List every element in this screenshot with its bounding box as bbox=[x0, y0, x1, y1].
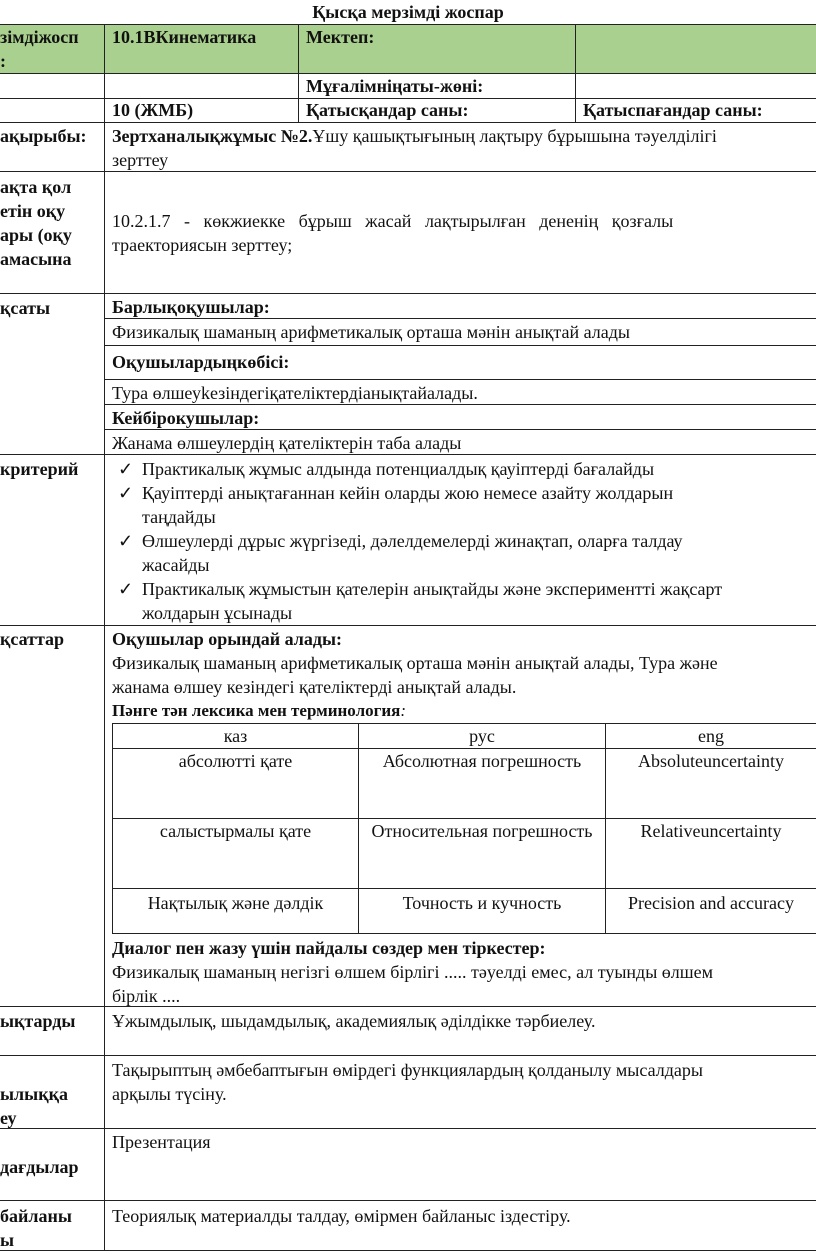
objectives-label-2: етін оқу bbox=[0, 201, 66, 221]
vocab-row bbox=[113, 819, 816, 889]
criteria-item bbox=[116, 529, 816, 577]
aims-some-text: Жанама өлшеулердің қателіктерін таба алады bbox=[112, 433, 462, 453]
cross-text-line2: арқылы түсіну. bbox=[112, 1084, 227, 1104]
lesson-topic-bold: Зертханалықжұмыс №2. bbox=[112, 126, 313, 146]
plan-label: зімдіжосп : bbox=[0, 27, 79, 71]
lesson-topic-line2: зерттеу bbox=[112, 150, 169, 170]
aims-most-text: Тура өлшеуkезіндегіқателіктердіанықтайалады. bbox=[112, 383, 478, 403]
links-text: Теориялық материалды талдау, өмірмен байланыс іздестіру. bbox=[112, 1206, 571, 1226]
absent-count-label: Қатыспағандар саны: bbox=[583, 100, 763, 120]
criteria-list bbox=[116, 457, 816, 625]
vocab-row bbox=[113, 749, 816, 819]
criteria-item-line: Практикалық жұмыс алдында потенциалдық қауіптерді бағалайды bbox=[142, 459, 655, 479]
school-value[interactable] bbox=[583, 25, 816, 73]
links-label-2: ы bbox=[0, 1230, 15, 1250]
links-label-1: байланы bbox=[0, 1206, 72, 1226]
dialog-heading: Диалог пен жазу үшін пайдалы сөздер мен тіркестер: bbox=[112, 938, 546, 958]
vocab-table bbox=[112, 723, 816, 934]
grid-h bbox=[0, 1200, 816, 1201]
vocab-heading-wrap bbox=[112, 699, 816, 723]
vocab-header-kaz: каз bbox=[113, 724, 359, 749]
vocab-cell-kaz: Нақтылық және дәлдік bbox=[113, 889, 359, 934]
vocab-colon: : bbox=[400, 701, 407, 720]
document-title: Қысқа мерзімді жоспар bbox=[312, 2, 504, 22]
vocab-row bbox=[113, 889, 816, 934]
grid-h bbox=[105, 379, 816, 380]
language-objectives-label: қсаттар bbox=[0, 629, 65, 649]
vocab-cell-rus: Абсолютная погрешность bbox=[359, 749, 606, 819]
grid-h bbox=[0, 1055, 816, 1056]
cross-label-2: еу bbox=[0, 1108, 17, 1128]
language-text-line2: жанама өлшеу кезіндегі қателіктерді анықтай алады. bbox=[112, 677, 517, 697]
aims-label: қсаты bbox=[0, 298, 51, 318]
vocab-header-rus: рус bbox=[359, 724, 606, 749]
checkmark-icon: ✓ bbox=[118, 459, 134, 479]
grid-h bbox=[0, 1128, 816, 1129]
aims-all-heading: Барлықоқушылар: bbox=[112, 297, 270, 317]
objectives-label-1: ақта қол bbox=[0, 177, 72, 197]
grid-v bbox=[575, 24, 576, 123]
cross-text-line1: Тақырыптың әмбебаптығын өмірдегі функциялардың қолданылу мысалдары bbox=[112, 1060, 703, 1080]
grid-h bbox=[105, 345, 816, 346]
criteria-item bbox=[116, 577, 816, 625]
cross-label-1: ылыққа bbox=[0, 1084, 68, 1104]
criteria-item-line: Өлшеулерді дұрыс жүргізеді, дәлелдемелерді жинақтап, оларға талдау bbox=[142, 531, 683, 551]
vocab-heading: Пәнге тән лексика мен терминология bbox=[112, 701, 401, 720]
vocab-cell-eng: Absoluteuncertainty bbox=[606, 749, 816, 819]
unit-topic: 10.1ВКинематика bbox=[112, 27, 257, 47]
checkmark-icon: ✓ bbox=[118, 531, 134, 551]
school-label: Мектеп: bbox=[306, 27, 375, 47]
vocab-cell-kaz: салыстырмалы қате bbox=[113, 819, 359, 889]
present-count-label: Қатысқандар саны: bbox=[306, 100, 469, 120]
vocab-cell-rus: Точность и кучность bbox=[359, 889, 606, 934]
criteria-item-line: Қауіптерді анықтағаннан кейін оларды жою немесе азайту жолдарын bbox=[142, 483, 674, 503]
criteria-item bbox=[116, 481, 816, 529]
criteria-label: критерий bbox=[0, 459, 79, 479]
dialog-line2: бірлік .... bbox=[112, 986, 181, 1006]
vocab-header-row bbox=[113, 724, 816, 749]
vocab-cell-rus: Относительная погрешность bbox=[359, 819, 606, 889]
grid-v bbox=[104, 24, 105, 1251]
lesson-topic-label: ақырыбы: bbox=[0, 126, 87, 146]
values-label: ықтарды bbox=[0, 1011, 76, 1031]
lesson-topic-value bbox=[112, 124, 816, 148]
aims-all-text: Физикалық шаманың арифметикалық орташа мәнін анықтай алады bbox=[112, 322, 630, 342]
teacher-name-label: Мұғалімніңаты-жөні: bbox=[306, 76, 484, 96]
criteria-item-line: таңдайды bbox=[142, 507, 216, 527]
grid-h bbox=[0, 293, 816, 294]
language-heading: Оқушылар орындай алады: bbox=[112, 629, 343, 649]
aims-some-heading: Кейбірокушылар: bbox=[112, 408, 260, 428]
checkmark-icon: ✓ bbox=[118, 579, 134, 599]
ict-text: Презентация bbox=[112, 1132, 211, 1152]
grid-v bbox=[298, 24, 299, 123]
language-text-line1: Физикалық шаманың арифметикалық орташа мәнін анықтай алады, Тура және bbox=[112, 653, 718, 673]
vocab-cell-kaz: абсолютті қате bbox=[113, 749, 359, 819]
criteria-item-line: жолдарын ұсынады bbox=[142, 603, 293, 623]
criteria-item-line: жасайды bbox=[142, 555, 210, 575]
lesson-topic-rest: Ұшу қашықтығының лақтыру бұрышына тәуелділігі bbox=[312, 126, 717, 146]
objectives-label-4: амасына bbox=[0, 249, 72, 269]
grid-h bbox=[0, 1250, 816, 1251]
criteria-item bbox=[116, 457, 816, 481]
objective-text-line2: траекториясын зерттеу; bbox=[112, 235, 293, 255]
objectives-label-3: ары (оқу bbox=[0, 225, 72, 245]
grid-h bbox=[0, 625, 816, 626]
aims-most-heading: Оқушылардыңкөбісі: bbox=[112, 352, 290, 372]
criteria-item-line: Практикалық жұмыстын қателерін анықтайды және экспериментті жақсарт bbox=[142, 579, 723, 599]
checkmark-icon: ✓ bbox=[118, 483, 134, 503]
dialog-line1: Физикалық шаманың негізгі өлшем бірлігі ..... тәуелді емес, ал туынды өлшем bbox=[112, 962, 714, 982]
ict-label: дағдылар bbox=[0, 1157, 79, 1177]
vocab-cell-eng: Relativeuncertainty bbox=[606, 819, 816, 889]
vocab-cell-eng: Precision and accuracy bbox=[606, 889, 816, 934]
grid-h bbox=[0, 122, 816, 123]
objective-text-line1: 10.2.1.7 - көкжиекке бұрыш жасай лақтырылған дененің қозғалы bbox=[112, 211, 674, 231]
vocab-header-eng: eng bbox=[606, 724, 816, 749]
grade-value: 10 (ЖМБ) bbox=[112, 100, 194, 120]
values-text: Ұжымдылық, шыдамдылық, академиялық әділдікке тәрбиелеу. bbox=[112, 1011, 596, 1031]
